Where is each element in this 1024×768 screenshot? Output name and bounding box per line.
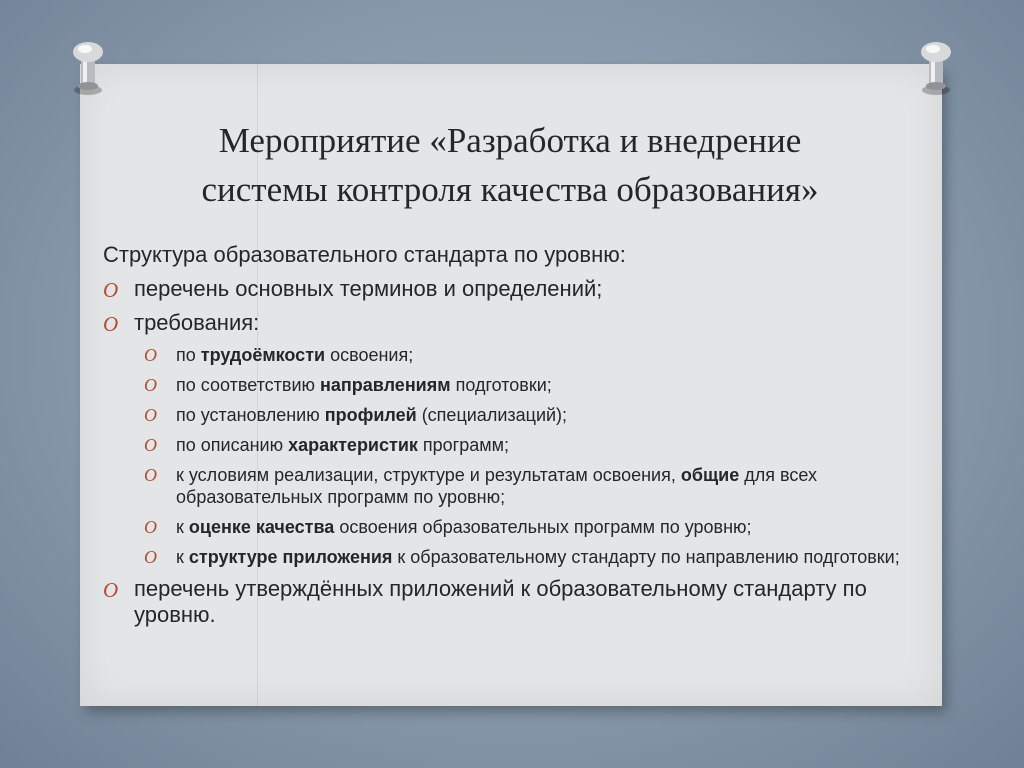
emphasis-text: структуре приложения (188, 547, 393, 567)
bullet-icon: O (144, 405, 157, 425)
text-segment: по описанию (176, 435, 289, 455)
text-segment: подготовки; (450, 375, 552, 395)
sublist-item (103, 464, 903, 508)
sublist-item (103, 374, 903, 396)
list-item-text: требования: (134, 310, 260, 335)
emphasis-text: направлениям (320, 375, 451, 395)
intro-text: Структура образовательного стандарта по уровню: (103, 242, 626, 267)
emphasis-text: характеристик (288, 435, 418, 455)
bullet-icon: O (103, 278, 119, 302)
list-item (103, 276, 903, 302)
sublist-item (103, 404, 903, 426)
text-segment: для всех образовательных программ по уровню; (176, 465, 817, 507)
bullet-icon: O (103, 312, 119, 336)
bullet-icon: O (103, 578, 119, 602)
pushpin-icon (914, 38, 958, 98)
text-segment: к условиям реализации, структуре и результатам освоения, (176, 465, 681, 485)
title-line: Мероприятие «Разработка и внедрение (218, 121, 802, 160)
slide-body (103, 240, 903, 636)
sublist-item (103, 516, 903, 538)
text-segment: к образовательному стандарту по направлению подготовки; (392, 547, 900, 567)
emphasis-text: трудоёмкости (200, 345, 326, 365)
text-segment: к (176, 547, 189, 567)
list-item-text: перечень утверждённых приложений к образовательному стандарту по уровню. (134, 576, 867, 627)
text-segment: по (176, 345, 201, 365)
text-segment: по соответствию (176, 375, 321, 395)
emphasis-text: общие (680, 465, 740, 485)
slide-title (100, 116, 920, 214)
text-segment: (специализаций); (416, 405, 568, 425)
text-segment: освоения образовательных программ по уровню; (334, 517, 752, 537)
emphasis-text: профилей (324, 405, 417, 425)
sublist-item-text (176, 375, 552, 395)
text-segment: программ; (417, 435, 510, 455)
sublist-item-text (176, 547, 900, 567)
bullet-icon: O (144, 517, 157, 537)
emphasis-text: оценке качества (188, 517, 335, 537)
list-item-text: перечень основных терминов и определений; (134, 276, 603, 301)
pushpin-icon (66, 38, 110, 98)
sublist (103, 344, 903, 568)
sublist-item (103, 344, 903, 366)
sublist-item-text (176, 435, 509, 455)
sublist-item (103, 546, 903, 568)
bullet-icon: O (144, 465, 157, 485)
bullet-icon: O (144, 435, 157, 455)
text-segment: по установлению (176, 405, 325, 425)
sublist-item-text (176, 517, 752, 537)
bullet-icon: O (144, 547, 157, 567)
bullet-icon: O (144, 345, 157, 365)
sublist-item-text (176, 405, 567, 425)
title-line: системы контроля качества образования» (201, 170, 819, 209)
sublist-item-text (176, 465, 817, 507)
bullet-icon: O (144, 375, 157, 395)
text-segment: к (176, 517, 189, 537)
sublist-item (103, 434, 903, 456)
sublist-item-text (176, 345, 413, 365)
text-segment: освоения; (325, 345, 414, 365)
list-item (103, 576, 903, 628)
list-item (103, 310, 903, 336)
